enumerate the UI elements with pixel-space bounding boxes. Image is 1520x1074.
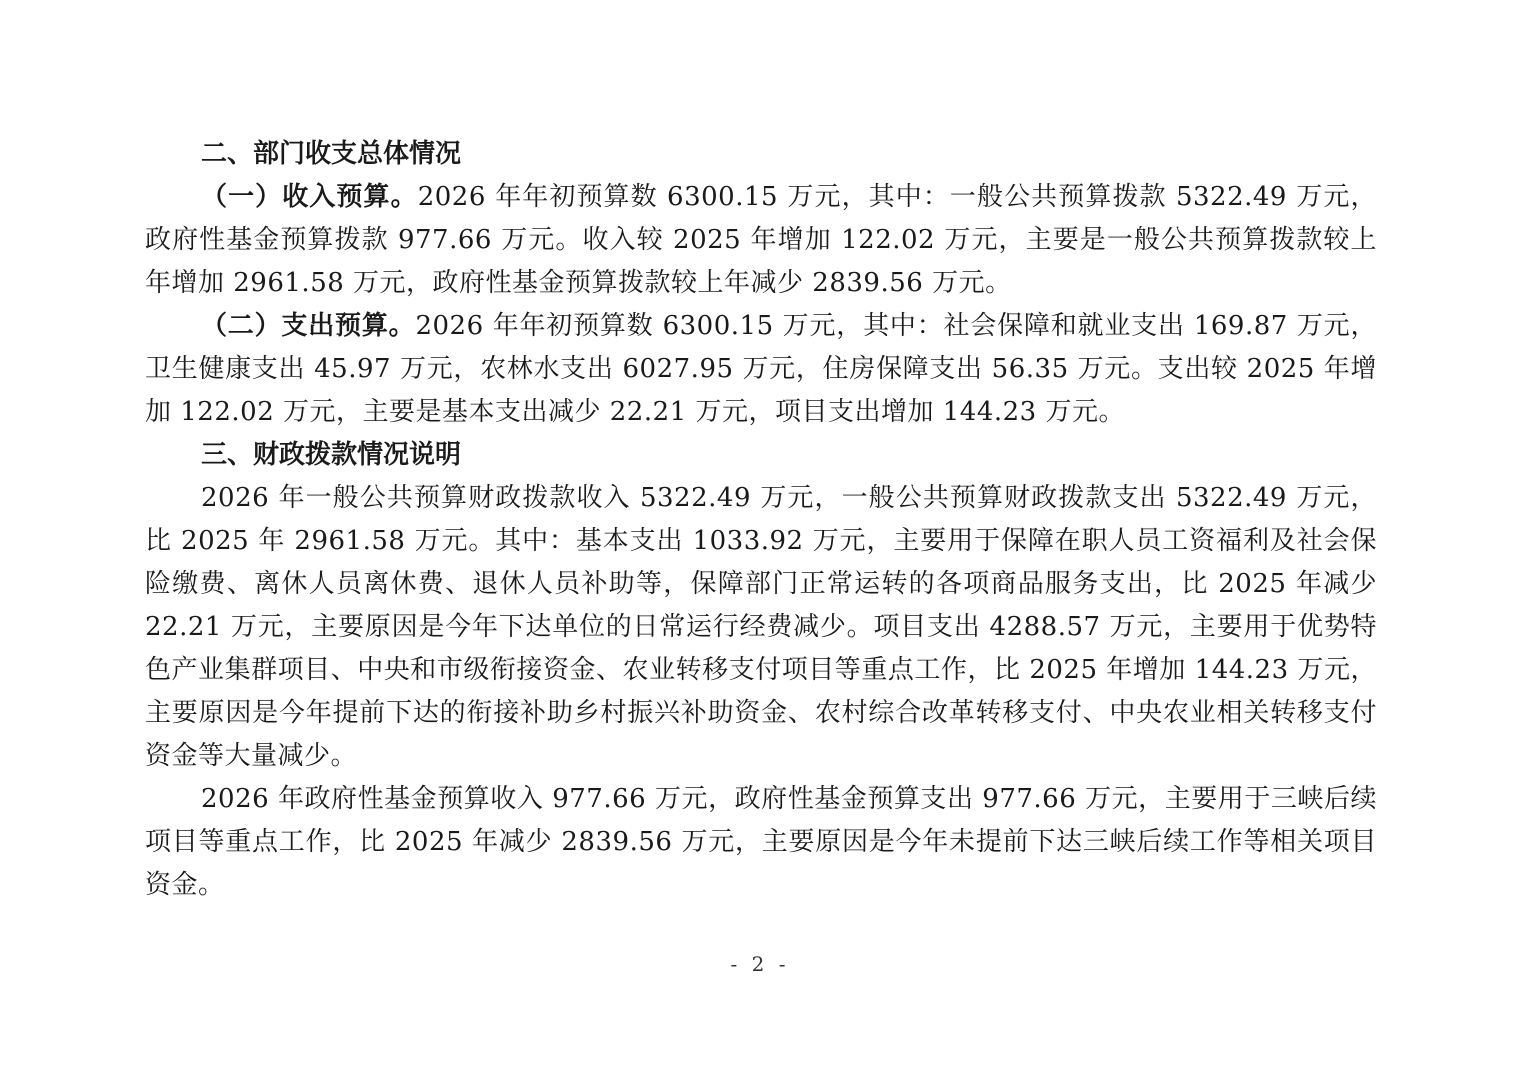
paragraph-income-budget	[145, 176, 1377, 305]
paragraph-fund-budget: 2026 年政府性基金预算收入 977.66 万元，政府性基金预算支出 977.66 万元，主要用于三峡后续项目等重点工作，比 2025 年减少 2839.56 万元，主要原因是今年未提前下达三峡后续工作等相关项目资金。	[145, 784, 1377, 900]
income-budget-lead: （一）收入预算。	[201, 182, 418, 212]
page-number: - 2 -	[730, 952, 790, 976]
section-heading-overall: 二、部门收支总体情况	[201, 139, 462, 169]
paragraph-general-budget: 2026 年一般公共预算财政拨款收入 5322.49 万元，一般公共预算财政拨款支出 5322.49 万元，比 2025 年 2961.58 万元。其中：基本支出 1033.92 万元，主要用于保障在职人员工资福利及社会保险缴费、离休人员离休费、退休人员补助等，保障部门正常运转的各项商品服务支出，比 2025 年减少 22.21 万元，主要原因是今年下达单位的日常运行经费减少。项目支出 4288.57 万元，主要用于优势特色产业集群项目、中央和市级衔接资金、农业转移支付项目等重点工作，比 2025 年增加 144.23 万元，主要原因是今年提前下达的衔接补助乡村振兴补助资金、农村综合改革转移支付、中央农业相关转移支付资金等大量减少。	[145, 483, 1377, 771]
section-heading-fiscal: 三、财政拨款情况说明	[201, 440, 462, 470]
document-page	[145, 133, 1377, 907]
expense-budget-text: 2026 年年初预算数 6300.15 万元，其中：社会保障和就业支出 169.87 万元，卫生健康支出 45.97 万元，农林水支出 6027.95 万元，住房保障支出 56.35 万元。支出较 2025 年增加 122.02 万元，主要是基本支出减少 22.21 万元，项目支出增加 144.23 万元。	[145, 311, 1377, 427]
income-budget-text: 2026 年年初预算数 6300.15 万元，其中：一般公共预算拨款 5322.49 万元，政府性基金预算拨款 977.66 万元。收入较 2025 年增加 122.02 万元，主要是一般公共预算拨款较上年增加 2961.58 万元，政府性基金预算拨款较上年减少 2839.56 万元。	[145, 182, 1377, 298]
expense-budget-lead: （二）支出预算。	[201, 311, 416, 341]
paragraph-expense-budget	[145, 305, 1377, 434]
